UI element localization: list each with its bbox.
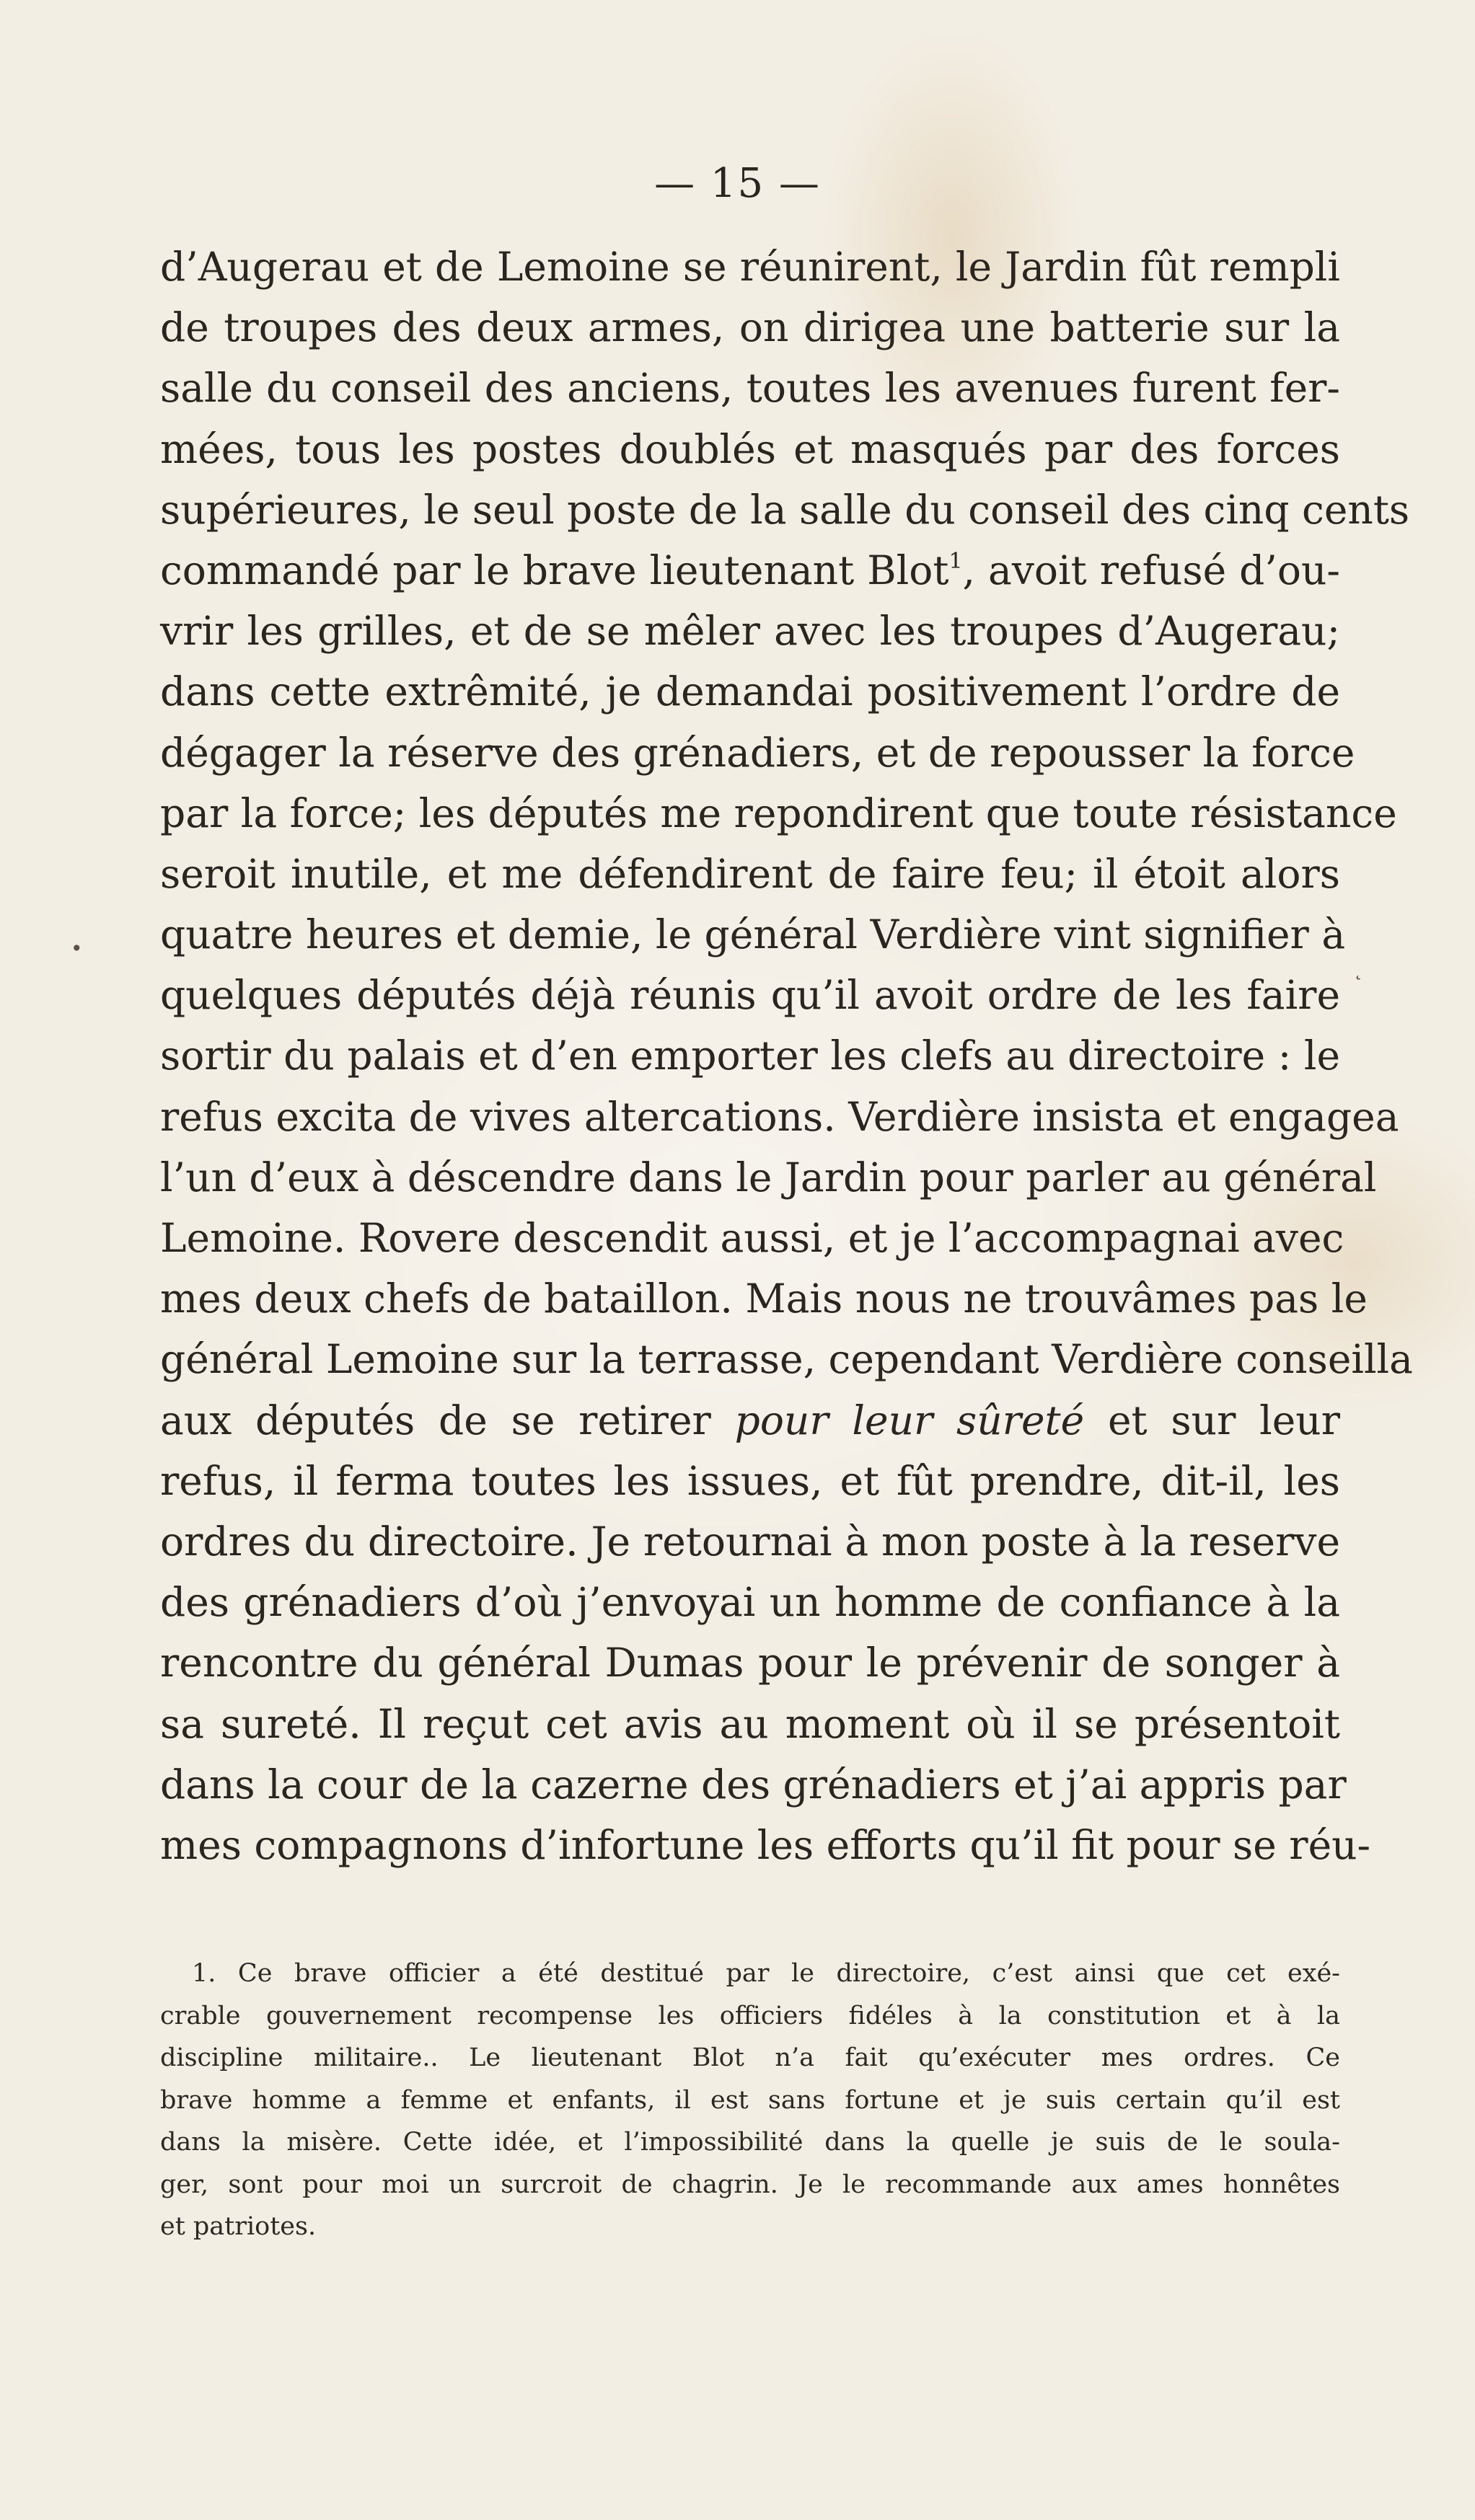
text-line: mes compagnons d’infortune les efforts qu’il fit pour se réu- [160,1821,1371,1868]
text-line [160,1390,1340,1451]
text-line: refus, il ferma toutes les issues, et fût prendre, dit-il, les [160,1457,1340,1504]
text-line: de troupes des deux armes, on dirigea une batterie sur la [160,304,1340,351]
footnote [160,1953,1340,2248]
text-line: des grénadiers d’où j’envoyai un homme de confiance à la [160,1579,1340,1626]
text-line [160,540,1340,601]
text-line: salle du conseil des anciens, toutes les avenues furent fer- [160,365,1340,412]
text-line: sa sureté. Il reçut cet avis au moment où il se présentoit [160,1700,1340,1747]
footnote-reference: 1 [948,548,963,574]
page-number: — 15 — [654,160,821,207]
text-segment: aux députés de se retirer [160,1397,735,1444]
text-line: mes deux chefs de bataillon. Mais nous ne trouvâmes pas le [160,1276,1368,1322]
text-line: sortir du palais et d’en emporter les clefs au directoire : le [160,1033,1340,1079]
text-line: ordres du directoire. Je retournai à mon poste à la reserve [160,1518,1340,1565]
text-line: l’un d’eux à déscendre dans le Jardin pour parler au général [160,1154,1377,1201]
footnote-line: dans la misère. Cette idée, et l’impossibilité dans la quelle je suis de le soula- [160,2128,1340,2157]
text-line: mées, tous les postes doublés et masqués par des forces [160,425,1340,472]
text-line: seroit inutile, et me défendirent de faire feu; il étoit alors [160,850,1340,897]
footnote-line: 1. Ce brave officier a été destitué par le directoire, c’est ainsi que cet exé- [192,1959,1340,1988]
footnote-line: brave homme a femme et enfants, il est sans fortune et je suis certain qu’il est [160,2085,1340,2115]
text-line: supérieures, le seul poste de la salle du conseil des cinq cents [160,486,1410,533]
text-line: par la force; les députés me repondirent que toute résistance [160,790,1397,836]
text-line: quelques députés déjà réunis qu’il avoit ordre de les faire [160,972,1340,1019]
italic-phrase: pour leur sûreté [734,1397,1085,1444]
margin-mark: ˛ [1353,957,1363,981]
text-line: vrir les grilles, et de se mêler avec les troupes d’Augerau; [160,608,1340,655]
text-line: rencontre du général Dumas pour le prévenir de songer à [160,1640,1340,1686]
footnote-line: discipline militaire.. Le lieutenant Blot n’a fait qu’exécuter mes ordres. Ce [160,2043,1340,2072]
footnote-line: crable gouvernement recompense les officiers fidéles à la constitution et à la [160,2001,1340,2030]
text-segment: commandé par le brave lieutenant Blot [160,547,949,593]
text-line: dégager la réserve des grénadiers, et de repousser la force [160,729,1355,776]
text-line: Lemoine. Rovere descendit aussi, et je l’accompagnai avec [160,1215,1344,1261]
text-segment: , avoit refusé d’ou- [962,547,1340,593]
text-line: général Lemoine sur la terrasse, cependant Verdière conseilla [160,1336,1413,1383]
text-line: d’Augerau et de Lemoine se réunirent, le Jardin fût rempli [160,244,1340,290]
text-segment: et sur leur [1084,1397,1340,1444]
main-text [160,236,1413,1875]
text-line: dans cette extrêmité, je demandai positivement l’ordre de [160,668,1340,715]
footnote-line: et patriotes. [160,2212,317,2241]
text-line: dans la cour de la cazerne des grénadiers et j’ai appris par [160,1761,1347,1808]
margin-dot: • [71,937,83,960]
footnote-line: ger, sont pour moi un surcroit de chagrin. Je le recommande aux ames honnêtes [160,2170,1340,2199]
text-line: quatre heures et demie, le général Verdière vint signifier à [160,911,1346,958]
text-line: refus excita de vives altercations. Verdière insista et engagea [160,1093,1399,1140]
